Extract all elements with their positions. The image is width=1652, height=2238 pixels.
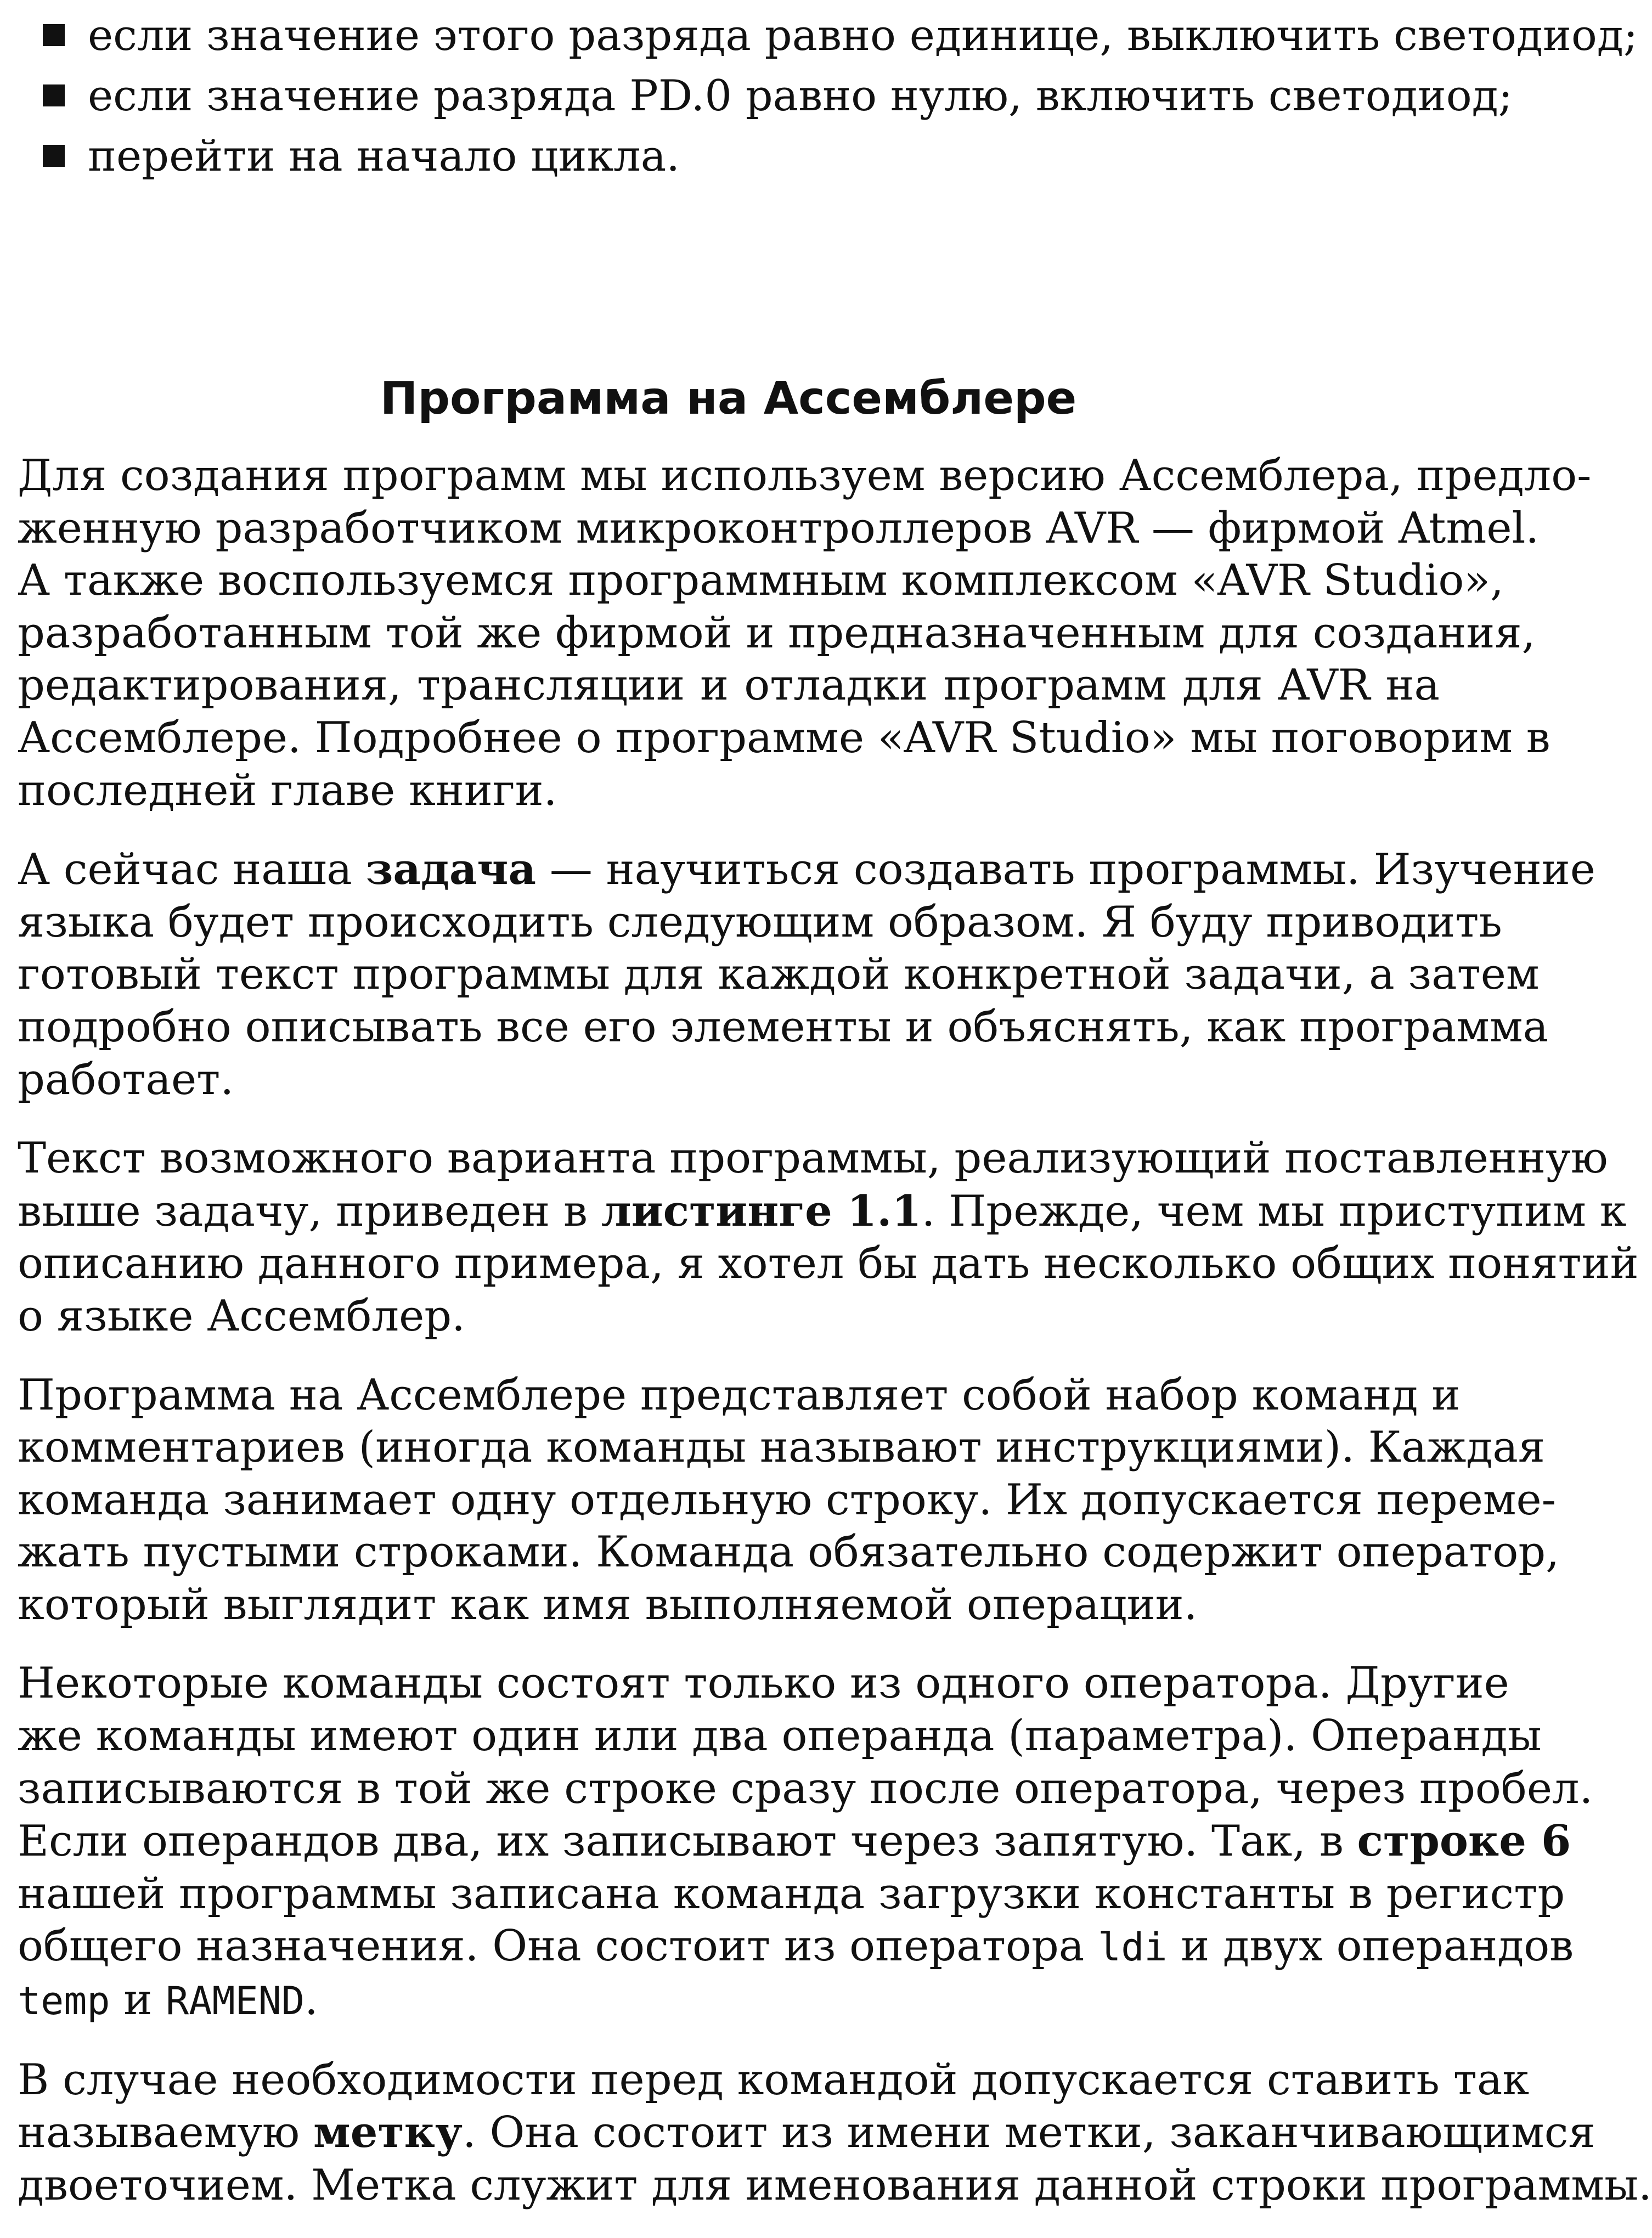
text-run: называемую	[18, 2108, 313, 2158]
text-line: нашей программы записана команда загрузки константы в регистр	[18, 1869, 1565, 1919]
bullet-list	[27, 5, 1638, 187]
paragraph-listing	[18, 1132, 1639, 1343]
bold-term-label: метку	[313, 2107, 463, 2158]
text-line: же команды имеют один или два операнда (параметра). Операнды	[18, 1711, 1542, 1761]
text-line: комментариев (иногда команды называют инструкциями). Каждая	[18, 1423, 1546, 1473]
text-line: А также воспользуемся программным комплексом «AVR Studio»,	[18, 556, 1504, 606]
code-ramend: RAMEND	[166, 1978, 305, 2024]
list-item-text: если значение разряда PD.0 равно нулю, включить светодиод;	[88, 71, 1513, 121]
text-run: и двух операндов	[1167, 1921, 1574, 1971]
text-line: жать пустыми строками. Команда обязательно содержит оператор,	[18, 1527, 1560, 1577]
code-temp: temp	[18, 1978, 110, 2024]
text-run: . Она состоит из имени метки, заканчивающимся	[462, 2108, 1595, 2158]
text-line	[18, 1815, 1571, 1868]
body-text	[18, 450, 1652, 2238]
text-run: и	[110, 1975, 166, 2025]
text-run: выше задачу, приведен в	[18, 1186, 601, 1236]
text-line: Некоторые команды состоят только из одного оператора. Другие	[18, 1659, 1509, 1709]
list-item	[27, 5, 1638, 66]
text-line: готовый текст программы для каждой конкретной задачи, а затем	[18, 950, 1540, 1000]
paragraph-commands	[18, 1369, 1560, 1632]
text-line	[18, 1920, 1574, 1974]
list-item-text: перейти на начало цикла.	[88, 132, 680, 181]
square-bullet-icon	[43, 24, 65, 46]
text-line	[18, 843, 1595, 897]
text-line: редактирования, трансляции и отладки программ для AVR на	[18, 661, 1440, 711]
text-run: — научиться создавать программы. Изучение	[536, 845, 1595, 895]
text-run: . Прежде, чем мы приступим к	[921, 1186, 1627, 1236]
bold-term-task: задача	[365, 844, 537, 895]
text-line	[18, 2106, 1595, 2160]
text-line: записываются в той же строке сразу после оператора, через пробел.	[18, 1763, 1593, 1813]
text-line: последней главе книги.	[18, 765, 557, 815]
list-item-text: если значение этого разряда равно единице, выключить светодиод;	[88, 11, 1638, 60]
square-bullet-icon	[43, 84, 65, 106]
text-line: двоеточием. Метка служит для именования данной строки программы.	[18, 2160, 1652, 2210]
text-line: В случае необходимости перед командой допускается ставить так	[18, 2055, 1530, 2105]
paragraph-task	[18, 843, 1595, 1106]
text-line: Программа на Ассемблере представляет собой набор команд и	[18, 1370, 1461, 1420]
paragraph-operands	[18, 1658, 1593, 2027]
text-run: общего назначения. Она состоит из оператора	[18, 1921, 1098, 1971]
text-line	[18, 1185, 1627, 1238]
list-item	[27, 66, 1513, 126]
text-line: который выглядит как имя выполняемой операции.	[18, 1580, 1198, 1630]
section-heading: Программа на Ассемблере	[380, 373, 1077, 425]
square-bullet-icon	[43, 145, 65, 167]
text-line: команда занимает одну отдельную строку. Их допускается переме-	[18, 1475, 1557, 1525]
text-line: Для создания программ мы используем версию Ассемблера, предло-	[18, 451, 1592, 500]
text-line: разработанным той же фирмой и предназначенным для создания,	[18, 608, 1536, 658]
bold-listing-ref: листинге 1.1	[601, 1186, 922, 1236]
text-line: Ассемблере. Подробнее о программе «AVR Studio» мы поговорим в	[18, 713, 1550, 763]
text-run: .	[305, 1975, 318, 2025]
text-line: о языке Ассемблер.	[18, 1291, 465, 1341]
code-ldi: ldi	[1098, 1925, 1168, 1970]
paragraph-intro	[18, 450, 1592, 817]
paragraph-label	[18, 2054, 1652, 2212]
text-line: подробно описывать все его элементы и объяснять, как программа	[18, 1002, 1549, 1052]
text-line: работает.	[18, 1055, 234, 1104]
text-line: женную разработчиком микроконтроллеров AVR — фирмой Atmel.	[18, 503, 1540, 553]
text-line	[18, 1974, 1440, 2028]
text-run: Если операндов два, их записывают через запятую. Так, в	[18, 1817, 1357, 1867]
text-line: описанию данного примера, я хотел бы дать несколько общих понятий	[18, 1239, 1639, 1289]
text-line: Текст возможного варианта программы, реализующий поставленную	[18, 1134, 1608, 1183]
bold-line-ref: строке 6	[1357, 1816, 1571, 1867]
text-run: А сейчас наша	[18, 845, 366, 895]
text-line: языка будет происходить следующим образом. Я буду приводить	[18, 897, 1502, 947]
list-item	[27, 126, 1432, 187]
